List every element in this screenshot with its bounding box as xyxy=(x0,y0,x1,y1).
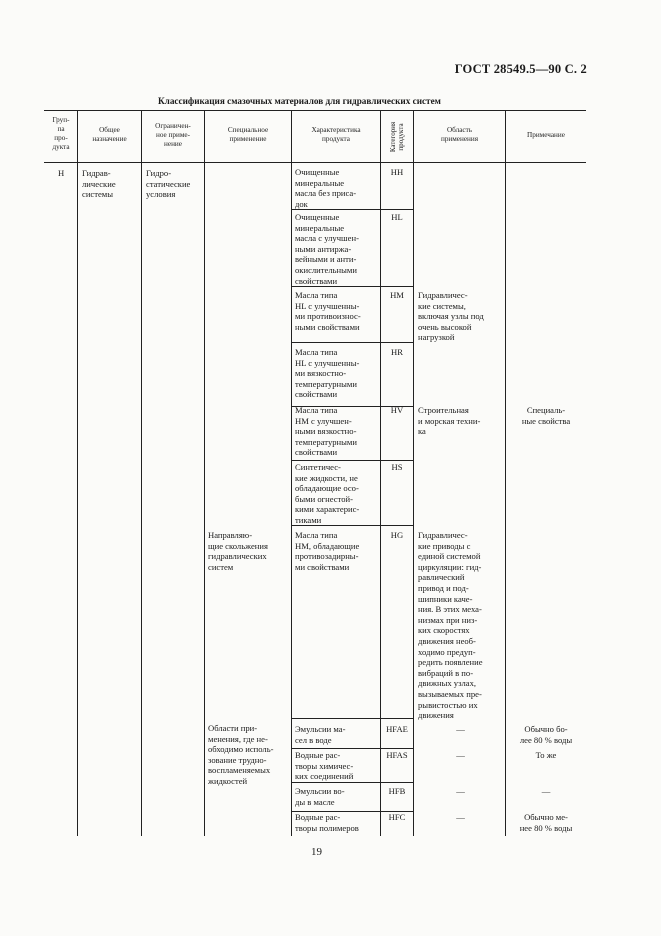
col-header-general: Общее назначение xyxy=(92,126,127,143)
row-area: — xyxy=(456,786,465,796)
row-note: Обычно бо- лее 80 % воды xyxy=(519,724,573,745)
row-note: Специаль- ные свойства xyxy=(521,405,571,426)
row-category: HG xyxy=(390,530,404,540)
row-divider xyxy=(291,748,414,749)
col-divider xyxy=(204,110,205,836)
classification-table xyxy=(44,110,586,836)
col-header-special: Специальное применение xyxy=(227,126,269,143)
limited-cell: Гидро- статические условия xyxy=(146,168,191,200)
special-cell-fire-resistant: Области при- менения, где не- обходимо исполь- зование трудно- воспламеняемых жидкостей xyxy=(208,723,274,786)
col-divider xyxy=(505,110,506,836)
col-header-category: Категория продукта xyxy=(389,121,405,152)
col-header-group: Груп- па про- дукта xyxy=(52,116,70,151)
row-note: Обычно ме- нее 80 % воды xyxy=(519,812,573,833)
row-characteristic: Масла типа HM с улучшен- ными вязкостно- температурными свойствами xyxy=(295,405,357,458)
row-area: — xyxy=(456,812,465,822)
col-divider xyxy=(413,110,414,836)
col-header-category-wrap xyxy=(381,111,413,162)
row-area: — xyxy=(456,724,465,734)
row-category: HR xyxy=(391,347,403,357)
row-category: HFAE xyxy=(386,724,408,734)
page-number: 19 xyxy=(311,846,322,858)
row-characteristic: Эмульсии ма- сел в воде xyxy=(295,724,346,745)
row-category: HH xyxy=(390,167,404,177)
row-characteristic: Масла типа HM, обладающие противозадирны- ми свойствами xyxy=(295,530,360,572)
general-cell: Гидрав- лические системы xyxy=(82,168,116,200)
row-note: То же xyxy=(535,750,557,760)
col-divider xyxy=(291,110,292,836)
row-divider xyxy=(291,718,414,719)
row-characteristic: Очищенные минеральные масла без приса- док xyxy=(295,167,357,209)
row-characteristic: Очищенные минеральные масла с улучшен- ными антиржа- вейными и анти- окислительными свойствами xyxy=(295,212,359,286)
col-divider xyxy=(77,110,78,836)
page-header: ГОСТ 28549.5—90 С. 2 xyxy=(454,62,587,76)
group-cell: Н xyxy=(58,168,65,178)
row-category: HV xyxy=(390,405,404,415)
row-category: HL xyxy=(391,212,403,222)
row-divider xyxy=(291,782,414,783)
row-area: Гидравличес- кие приводы с единой системой циркуляции: гид- равлический привод и под- шипники каче- ния. В этих меха- низмах при низ- ких скоростях движения необ- ходимо предуп- редить появление вибраций в по- движных узлах, вызываемых пре- рывистостью их движения xyxy=(418,530,483,721)
col-divider xyxy=(141,110,142,836)
special-cell-guides: Направляю- щие скольжения гидравлических систем xyxy=(208,530,268,572)
row-characteristic: Водные рас- творы химичес- ких соединений xyxy=(295,750,354,782)
col-header-area: Область применения xyxy=(440,126,479,143)
row-category: HS xyxy=(391,462,403,472)
row-area: Гидравличес- кие системы, включая узлы под очень высокой нагрузкой xyxy=(418,290,484,343)
row-note: — xyxy=(541,786,551,796)
row-characteristic: Синтетичес- кие жидкости, не обладающие осо- быми огнестой- кими характерис- тиками xyxy=(295,462,360,525)
row-category: HM xyxy=(390,290,404,300)
row-characteristic: Масла типа HL с улучшенны- ми противоизнос- ными свойствами xyxy=(295,290,361,332)
row-category: HFB xyxy=(388,786,406,796)
row-category: HFC xyxy=(388,812,406,822)
row-area: Строительная и морская техни- ка xyxy=(418,405,481,437)
row-category: HFAS xyxy=(386,750,408,760)
row-characteristic: Масла типа HL с улучшенны- ми вязкостно- температурными свойствами xyxy=(295,347,360,400)
row-area: — xyxy=(456,750,465,760)
row-characteristic: Эмульсии во- ды в масле xyxy=(295,786,345,807)
table-title: Классификация смазочных материалов для гидравлических систем xyxy=(158,96,441,106)
row-divider xyxy=(291,460,414,461)
row-characteristic: Водные рас- творы полимеров xyxy=(295,812,359,833)
col-header-characteristic: Характеристика продукта xyxy=(311,126,361,143)
col-header-note: Примечание xyxy=(527,131,565,139)
col-header-limited: Ограничен- ное приме- нение xyxy=(155,122,191,148)
row-divider xyxy=(291,342,414,343)
